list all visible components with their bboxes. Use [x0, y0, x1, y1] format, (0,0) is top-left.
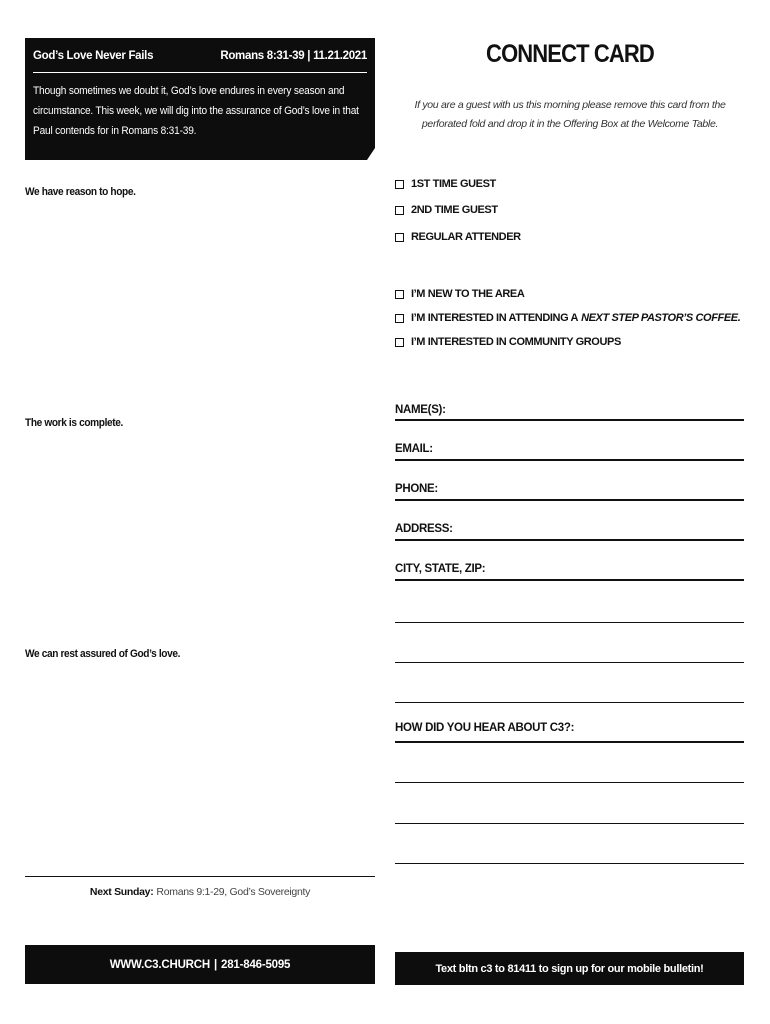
next-sunday-text: Romans 9:1-29, God’s Sovereignty: [156, 886, 311, 898]
address-field[interactable]: [395, 539, 744, 541]
city-state-zip-field-label: CITY, STATE, ZIP:: [395, 563, 486, 575]
names-field-label: NAME(S):: [395, 404, 446, 416]
sermon-title: God’s Love Never Fails: [33, 50, 154, 62]
sermon-scripture: Romans 8:31-39: [220, 50, 305, 62]
email-field-label: EMAIL:: [395, 443, 433, 455]
sermon-date: 11.21.2021: [313, 50, 367, 62]
checkbox-regular-attender[interactable]: [395, 231, 521, 243]
checkbox-label: 1ST TIME GUEST: [411, 178, 496, 190]
checkbox-new-to-area[interactable]: [395, 288, 524, 300]
checkbox-first-time-guest[interactable]: [395, 178, 496, 190]
church-contact-bar: [25, 945, 375, 984]
checkbox-icon[interactable]: [395, 180, 404, 189]
checkbox-icon[interactable]: [395, 206, 404, 215]
next-sunday: [25, 886, 375, 898]
checkbox-icon[interactable]: [395, 290, 404, 299]
blank-write-line[interactable]: [395, 782, 744, 783]
city-state-zip-field[interactable]: [395, 579, 744, 581]
sermon-description: Though sometimes we doubt it, God’s love endures in every season and circumstance. This week, we will dig into the assurance of God’s love in that Paul contends for in Romans 8:31-39.: [33, 85, 359, 137]
sermon-header-row: [33, 50, 367, 73]
address-field-label: ADDRESS:: [395, 523, 453, 535]
mobile-bulletin-bar: [395, 952, 744, 985]
checkbox-icon[interactable]: [395, 314, 404, 323]
blank-write-line[interactable]: [395, 863, 744, 864]
blank-write-line[interactable]: [395, 823, 744, 824]
checkbox-icon[interactable]: [395, 233, 404, 242]
connect-card-instructions: If you are a guest with us this morning please remove this card from the perforated fold and drop it in the Offering Box at the Welcome Table.: [414, 99, 726, 130]
church-phone: 281-846-5095: [221, 958, 291, 971]
next-sunday-label: Next Sunday:: [89, 886, 154, 898]
heard-about-field-label: HOW DID YOU HEAR ABOUT C3?:: [395, 722, 575, 734]
sermon-header: [25, 38, 375, 160]
header-separator: |: [307, 50, 311, 62]
checkbox-label-emphasis: NEXT STEP PASTOR’S COFFEE.: [581, 312, 741, 324]
blank-write-line[interactable]: [395, 622, 744, 623]
phone-field-label: PHONE:: [395, 483, 438, 495]
checkbox-pastors-coffee[interactable]: [395, 312, 740, 324]
checkbox-second-time-guest[interactable]: [395, 204, 498, 216]
sermon-reference: [220, 50, 367, 62]
next-sunday-divider: [25, 876, 375, 877]
checkbox-label: I’M NEW TO THE AREA: [411, 288, 525, 300]
heard-about-field[interactable]: [395, 741, 744, 743]
checkbox-label: I’M INTERESTED IN ATTENDING A: [411, 312, 579, 324]
checkbox-community-groups[interactable]: [395, 336, 621, 348]
sermon-point-1: We have reason to hope.: [25, 186, 136, 198]
page-fold-corner: [367, 148, 375, 160]
checkbox-label: REGULAR ATTENDER: [411, 231, 521, 243]
blank-write-line[interactable]: [395, 702, 744, 703]
sermon-point-2: The work is complete.: [25, 417, 124, 429]
contact-separator: |: [214, 958, 218, 971]
email-field[interactable]: [395, 459, 744, 461]
phone-field[interactable]: [395, 499, 744, 501]
names-field[interactable]: [395, 419, 744, 421]
connect-card-title: CONNECT CARD: [486, 40, 654, 68]
blank-write-line[interactable]: [395, 662, 744, 663]
mobile-bulletin-text: Text bltn c3 to 81411 to sign up for our mobile bulletin!: [435, 962, 704, 975]
checkbox-label: I’M INTERESTED IN COMMUNITY GROUPS: [411, 336, 621, 348]
church-website: WWW.C3.CHURCH: [109, 958, 210, 971]
checkbox-label: 2ND TIME GUEST: [411, 204, 498, 216]
sermon-point-3: We can rest assured of God’s love.: [25, 648, 181, 660]
checkbox-icon[interactable]: [395, 338, 404, 347]
